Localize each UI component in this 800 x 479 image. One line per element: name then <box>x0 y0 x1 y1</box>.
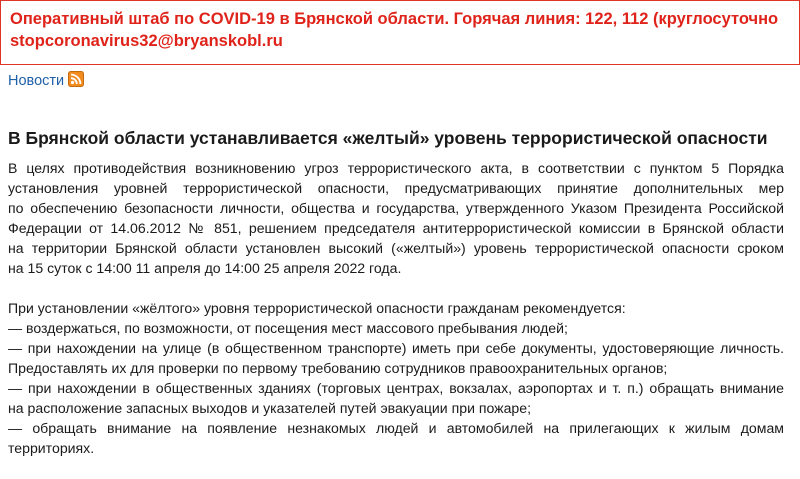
paragraph-line: установления уровней террористической опасности, предусматривающих принятие дополнительных мер <box>8 180 784 196</box>
paragraph-line: — при нахождении в общественных зданиях (торговых центрах, вокзалах, аэропортах и т. п.) обращать внимание <box>8 380 784 396</box>
paragraph-line: на территории Брянской области установлен высокий («желтый») уровень террористической опасности сроком <box>8 240 784 256</box>
paragraph-line: по обеспечению безопасности личности, общества и государства, утвержденного Указом Президента Российской <box>8 200 784 216</box>
paragraph-gap <box>8 278 784 298</box>
covid-hotline-text: Оперативный штаб по COVID-19 в Брянской области. Горячая линия: 122, 112 (круглосуточно <box>10 10 779 28</box>
paragraph-line: — воздержаться, по возможности, от посещения мест массового пребывания людей; <box>8 320 568 336</box>
paragraph-line: В целях противодействия возникновению угроз террористического акта, в соответствии с пунктом 5 Порядка <box>8 160 784 176</box>
paragraph-line: — обращать внимание на появление незнакомых людей и автомобилей на прилегающих к жилым домам <box>8 420 784 436</box>
paragraph-line: на расположение запасных выходов и указателей путей эвакуации при пожаре; <box>8 400 532 416</box>
news-link[interactable]: Новости <box>8 73 65 89</box>
paragraph-line: территориях. <box>8 440 95 456</box>
article-paragraph-recommendations <box>8 298 784 458</box>
paragraph-line: При установлении «жёлтого» уровня террористической опасности гражданам рекомендуется: <box>8 300 626 316</box>
paragraph-line: Предоставлять их для проверки по первому требованию сотрудников правоохранительных органов; <box>8 360 668 376</box>
article-title: В Брянской области устанавливается «желтый» уровень террористической опасности <box>8 128 768 148</box>
article-paragraph-decree <box>8 158 784 278</box>
paragraph-line: Федерации от 14.06.2012 № 851, решением председателя антитеррористической комиссии в Брянской области <box>8 220 784 236</box>
paragraph-line: — при нахождении на улице (в общественном транспорте) иметь при себе документы, удостоверяющие личность. <box>8 340 784 356</box>
covid-hotline-banner <box>0 0 800 65</box>
rss-feed-icon[interactable] <box>68 71 84 87</box>
covid-email-text[interactable]: stopcoronavirus32@bryanskobl.ru <box>10 32 283 50</box>
news-article <box>8 126 784 458</box>
paragraph-line: на 15 суток с 14:00 11 апреля до 14:00 25 апреля 2022 года. <box>8 260 402 276</box>
breadcrumb <box>8 70 84 92</box>
